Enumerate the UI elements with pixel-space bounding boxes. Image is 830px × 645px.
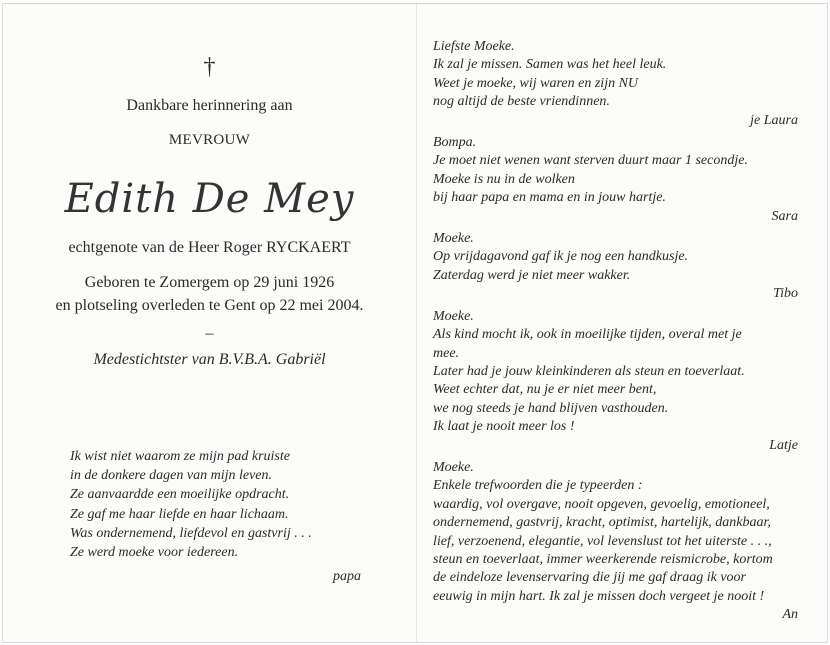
message-line: Op vrijdagavond gaf ik je nog een handkusje. [433,249,689,265]
poem-line: in de donkere dagen van mijn leven. [70,468,273,484]
message-line: waardig, vol overgave, nooit opgeven, gevoelig, emotioneel, [433,496,770,512]
message-line: Enkele trefwoorden die je typeerden : [433,478,643,494]
poem-line: Ze gaf me haar liefde en haar lichaam. [70,506,289,522]
message-line: lief, verzoenend, elegantie, vol levenslust tot het uiterste . . ., [433,533,772,549]
message-signature: Tibo [773,286,798,302]
cross-icon: † [203,54,216,80]
role-text: Medestichtster van B.V.B.A. Gabriël [93,351,326,368]
deceased-name: Edith De Mey [64,176,355,222]
message-line: Liefste Moeke. [433,39,515,54]
spouse-text: echtgenote van de Heer Roger RYCKAERT [68,239,351,256]
left-panel [3,4,416,642]
message-signature: Latje [769,437,798,453]
message-line: Moeke is nu in de wolken [433,171,575,187]
message-line: Bompa. [433,135,477,151]
message-line: Ik laat je nooit meer los ! [433,419,575,435]
message-block [433,459,798,625]
memorial-card [2,3,828,643]
message-line: Zaterdag werd je niet meer wakker. [433,267,631,283]
message-line: Je moet niet wenen want sterven duurt maar 1 secondje. [433,153,748,169]
message-line: Moeke. [433,308,474,324]
death-text: en plotseling overleden te Gent op 22 mei 2004. [55,297,364,314]
right-panel [433,38,798,625]
message-line: Moeke. [433,231,474,247]
message-line: Ik zal je missen. Samen was het heel leuk. [433,57,667,73]
poem [70,447,390,562]
message-block [433,38,798,130]
message-line: bij haar papa en mama en in jouw hartje. [433,190,666,206]
message-block [433,134,798,226]
message-signature: je Laura [750,112,798,128]
poem-line: Was ondernemend, liefdevol en gastvrij . . . [70,525,312,541]
message-line: nog altijd de beste vriendinnen. [433,94,610,110]
birth-text: Geboren te Zomergem op 29 juni 1926 [84,274,335,291]
title-text: MEVROUW [168,132,251,148]
message-block [433,308,798,455]
intro-text: Dankbare herinnering aan [126,97,293,114]
message-line: ondernemend, gastvrij, kracht, optimist, hartelijk, dankbaar, [433,515,771,531]
poem-line: Ze werd moeke voor iedereen. [70,545,239,561]
message-line: Moeke. [433,459,474,475]
poem-line: Ze aanvaardde een moeilijke opdracht. [70,487,290,503]
message-signature: An [782,607,798,623]
message-line: Weet je moeke, wij waren en zijn NU [433,75,639,91]
poem-signature: papa [333,569,361,584]
message-line: we nog steeds je hand blijven vasthouden. [433,400,669,416]
center-fold [416,4,417,642]
message-block [433,230,798,304]
message-line: eeuwig in mijn hart. Ik zal je missen doch vergeet je nooit ! [433,588,765,604]
message-signature: Sara [771,208,798,224]
message-line: steun en toeverlaat, immer weerkerende reismicrobe, kortom [433,551,773,567]
message-line: de eindeloze levenservaring die jij me gaf draag ik voor [433,570,746,586]
message-line: Later had je jouw kleinkinderen als steun en toeverlaat. [433,363,745,379]
message-line: Als kind mocht ik, ook in moeilijke tijden, overal met je [433,327,742,343]
poem-line: Ik wist niet waarom ze mijn pad kruiste [70,449,290,464]
message-line: mee. [433,345,460,361]
message-line: Weet echter dat, nu je er niet meer bent, [433,382,657,398]
separator-dash: – [205,325,214,342]
